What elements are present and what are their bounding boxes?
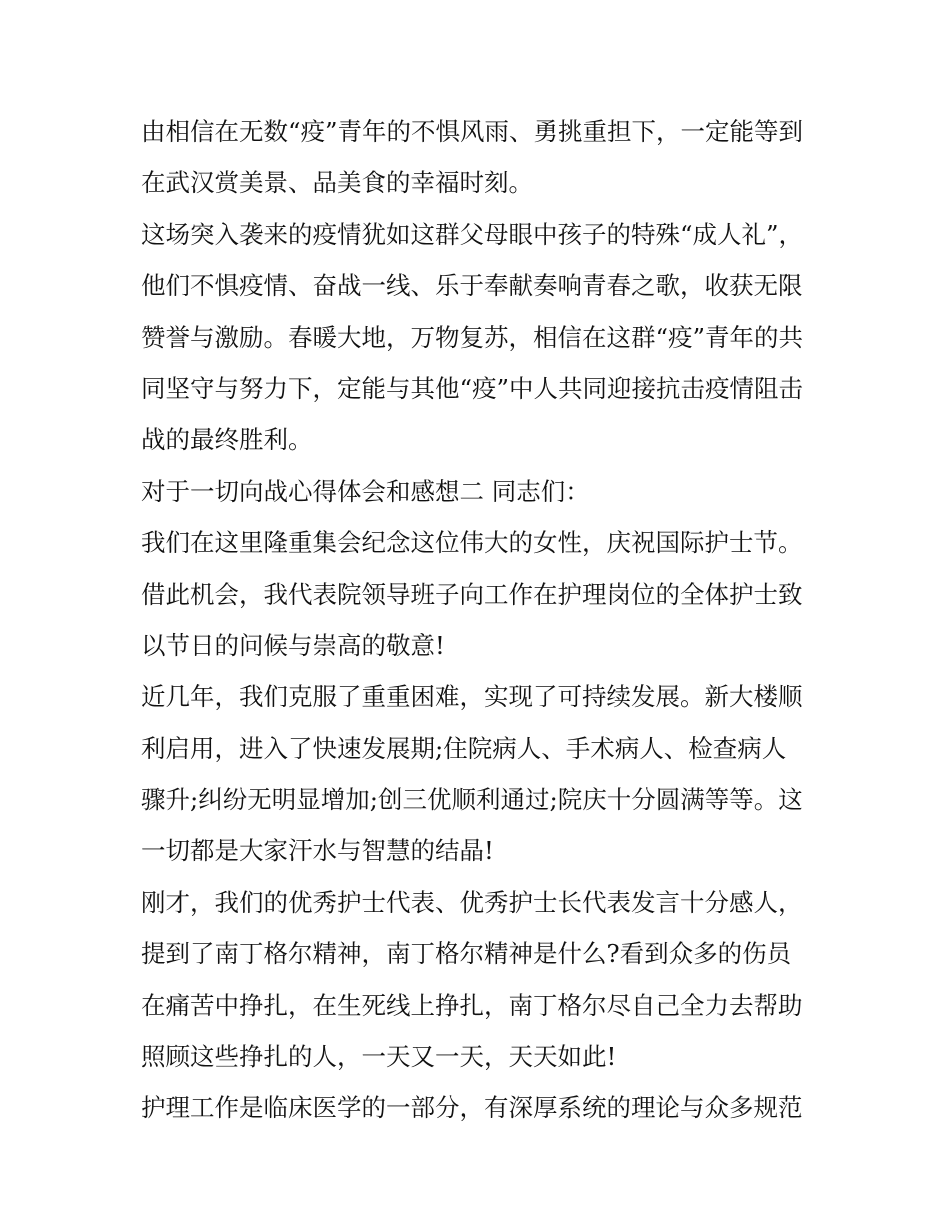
text-line: 在武汉赏美景、品美食的幸福时刻。 [141,168,533,198]
document-body [141,106,821,1134]
text-line: 利启用，进入了快速发展期;住院病人、手术病人、检查病人 [141,733,787,763]
text-line: 照顾这些挣扎的人，一天又一天，天天如此! [141,1042,617,1072]
text-line: 这场突入袭来的疫情犹如这群父母眼中孩子的特殊“成人礼”， [141,219,804,249]
text-line: 提到了南丁格尔精神，南丁格尔精神是什么?看到众多的伤员 [141,939,792,969]
text-line: 他们不惧疫情、奋战一线、乐于奉献奏响青春之歌，收获无限 [141,271,803,301]
text-line: 在痛苦中挣扎，在生死线上挣扎，南丁格尔尽自己全力去帮助 [141,990,803,1020]
text-line: 由相信在无数“疫”青年的不惧风雨、勇挑重担下，一定能等到 [141,117,804,146]
text-line: 同坚守与努力下，定能与其他“疫”中人共同迎接抗击疫情阻击 [141,373,804,403]
text-line: 护理工作是临床医学的一部分，有深厚系统的理论与众多规范 [141,1093,803,1123]
text-line: 我们在这里隆重集会纪念这位伟大的女性，庆祝国际护士节。 [141,528,803,558]
text-line: 对于一切向战心得体会和感想二 同志们： [141,476,590,506]
text-line: 战的最终胜利。 [141,425,313,455]
text-line: 一切都是大家汗水与智慧的结晶! [141,836,494,866]
text-line: 借此机会，我代表院领导班子向工作在护理岗位的全体护士致 [141,579,803,609]
text-line: 以节日的问候与崇高的敬意! [141,630,445,660]
text-line: 赞誉与激励。春暖大地，万物复苏，相信在这群“疫”青年的共 [141,322,804,352]
text-line: 骤升;纠纷无明显增加;创三优顺利通过;院庆十分圆满等等。这 [141,785,803,815]
text-line: 刚才，我们的优秀护士代表、优秀护士长代表发言十分感人， [141,887,803,917]
text-line: 近几年，我们克服了重重困难，实现了可持续发展。新大楼顺 [141,682,803,712]
